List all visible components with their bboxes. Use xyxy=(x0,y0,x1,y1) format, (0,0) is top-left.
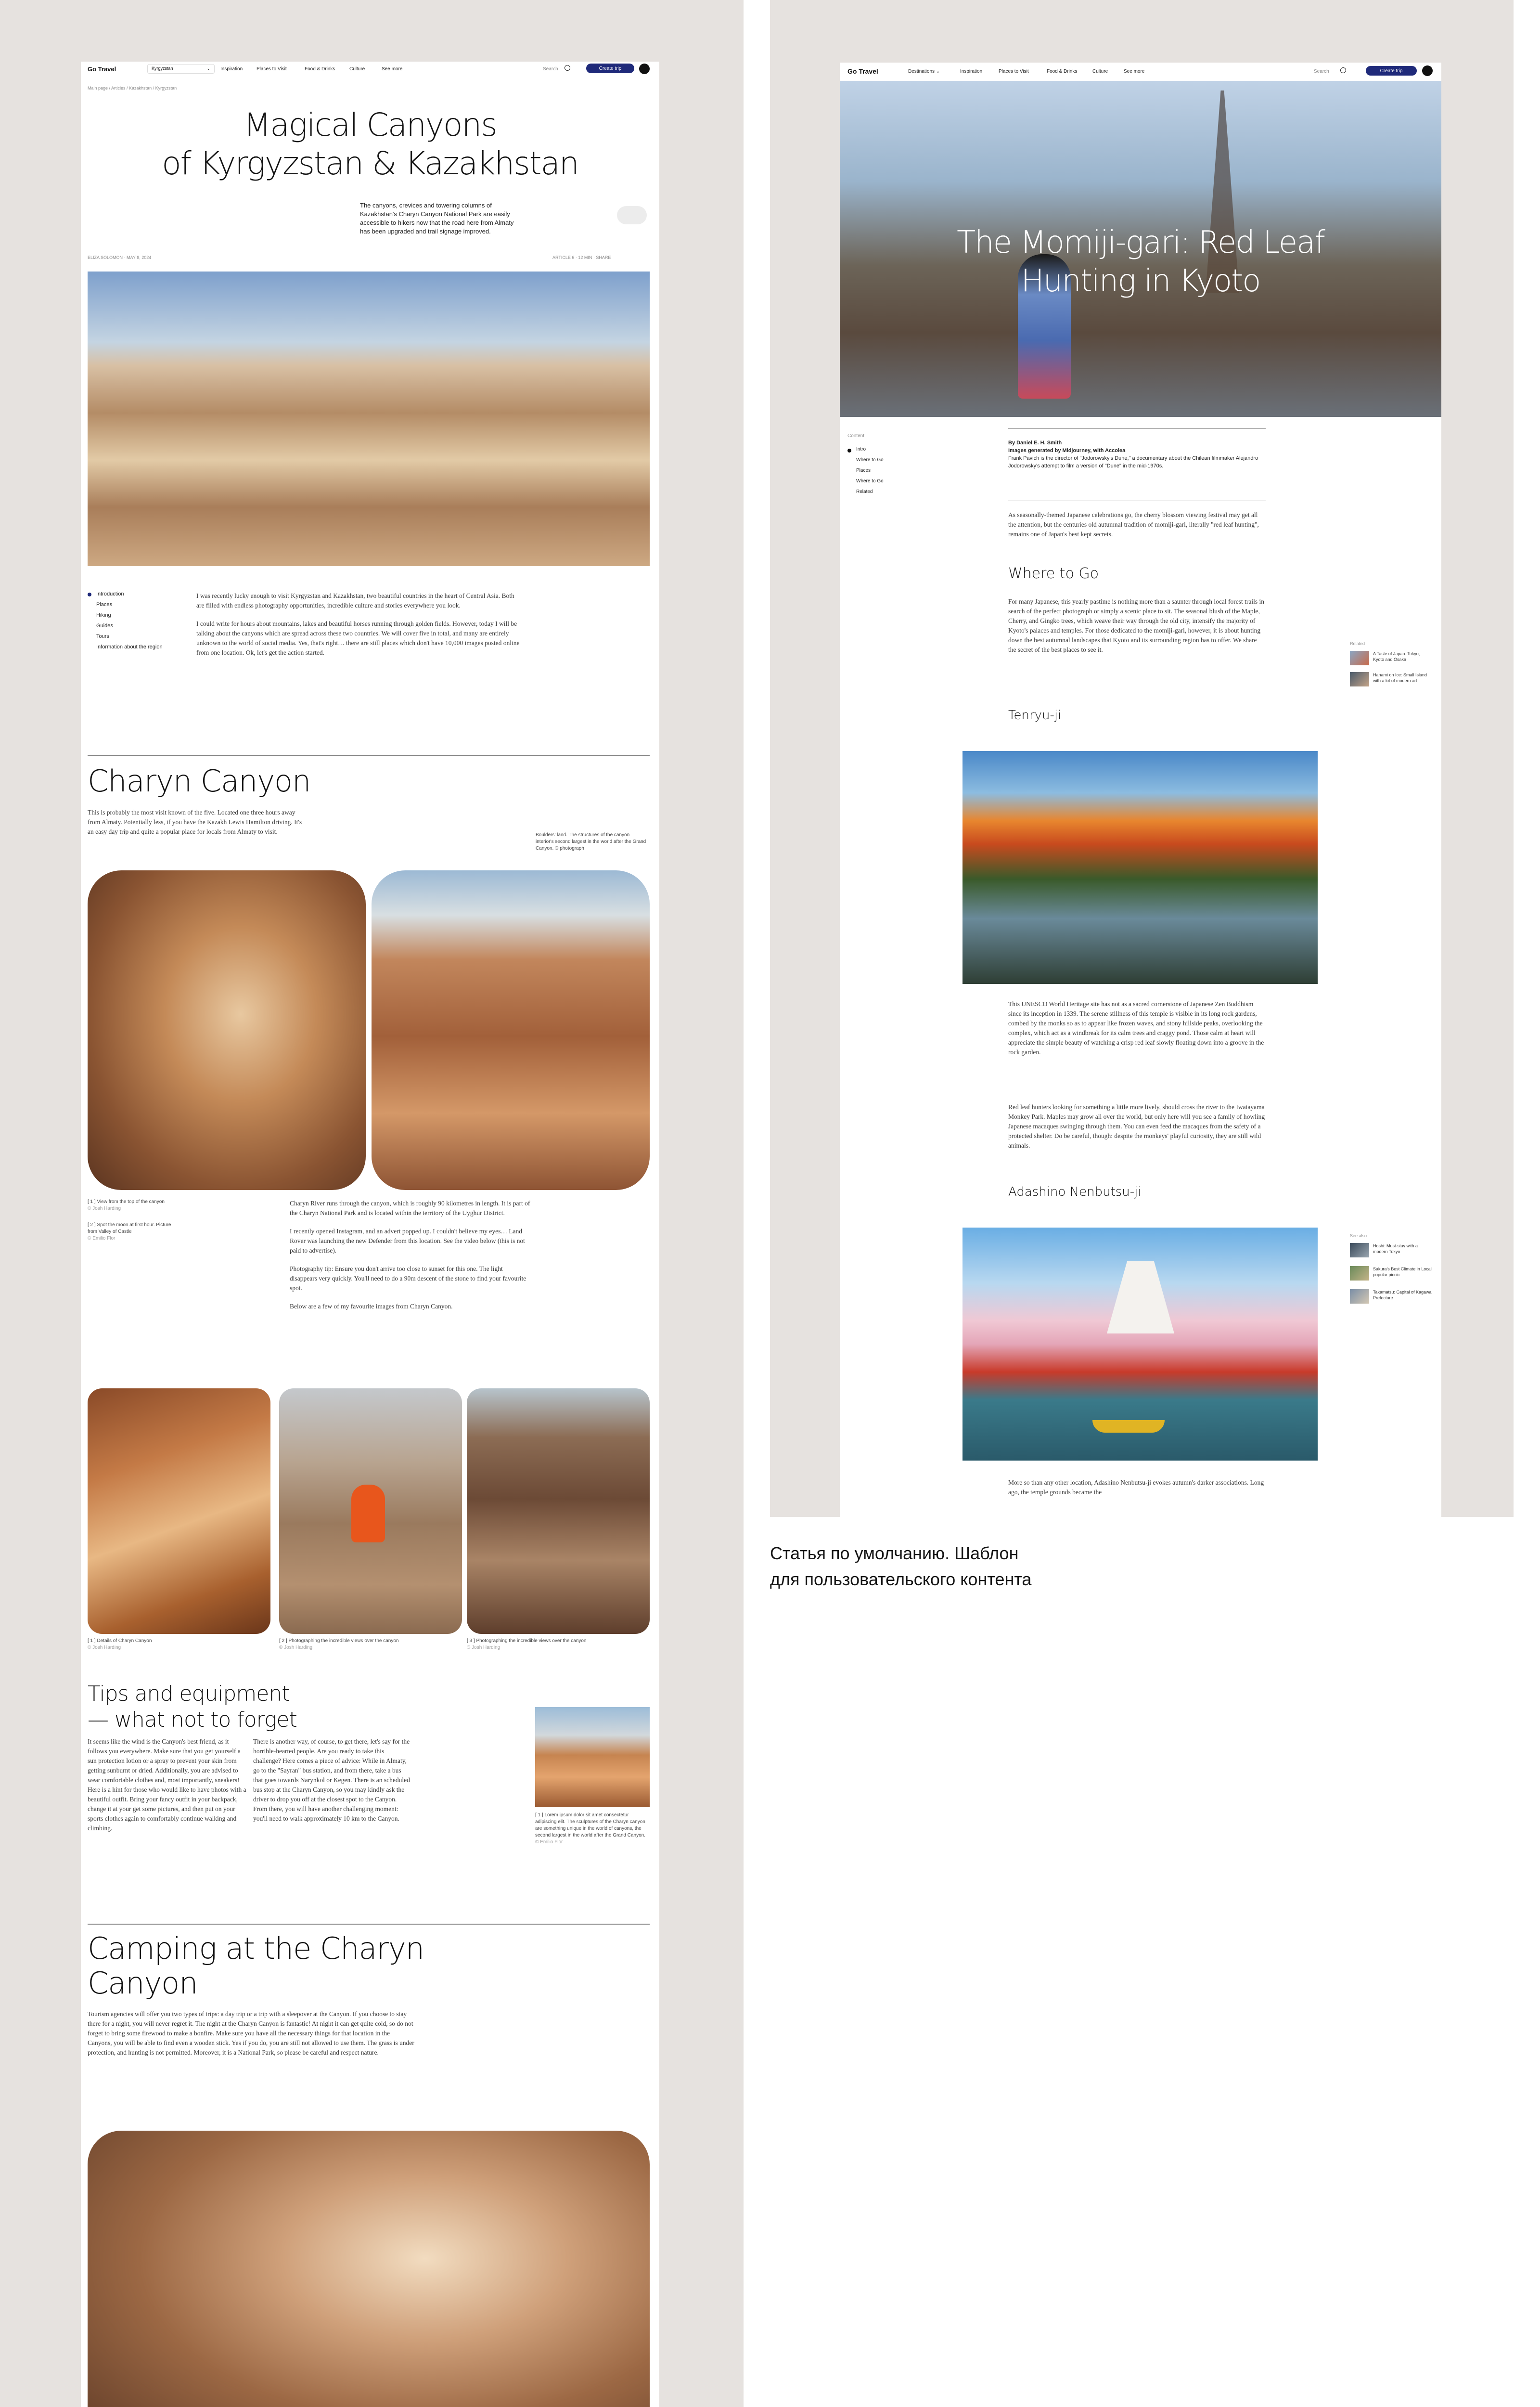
photo-caption-1 xyxy=(88,1199,174,1212)
ugc-create-trip-label: Create trip xyxy=(1380,68,1403,74)
tips-photo-caption-credit: © Emilio Flor xyxy=(535,1839,563,1845)
section-title-tips xyxy=(88,1681,297,1733)
ugc-related-thumb-2 xyxy=(1350,672,1369,686)
ugc-avatar[interactable] xyxy=(1422,65,1433,76)
ugc-seealso-thumb-3 xyxy=(1350,1289,1369,1304)
toc-item-tours[interactable]: Tours xyxy=(96,634,109,639)
article-lead: The canyons, crevices and towering columns of Kazakhstan's Charyn Canyon National Park are easily accessible to hikers now that the road here from Almaty has been upgraded and trail signage improved. xyxy=(360,202,514,235)
ugc-byline-bio: Frank Pavich is the director of "Jodorowsky's Dune," a documentary about the Chilean filmmaker Alejandro Jodorowsky's attempt to film a version of "Dune" in the mid-1970s. xyxy=(1008,455,1258,469)
ugc-seealso-item-2[interactable] xyxy=(1350,1266,1432,1281)
section-title-tips-line2: — what not to forget xyxy=(88,1708,297,1732)
boat-shape xyxy=(1092,1420,1165,1433)
section-divider-1 xyxy=(88,755,650,756)
hero-photo-canyon xyxy=(88,272,650,566)
photo-caption-5-credit: © Josh Harding xyxy=(467,1645,500,1650)
photo-canyon-river-bend xyxy=(467,1388,650,1634)
ugc-divider-top xyxy=(1008,428,1266,429)
ugc-sidebar-related-title: Related xyxy=(1350,641,1365,646)
ugc-related-item-2[interactable] xyxy=(1350,672,1432,686)
breadcrumb[interactable]: Main page / Articles / Kazakhstan / Kyrgyzstan xyxy=(88,86,177,91)
ugc-seealso-thumb-1 xyxy=(1350,1243,1369,1257)
photo-caption-5 xyxy=(467,1638,645,1651)
photo-caption-2 xyxy=(88,1222,174,1242)
nav-link-food[interactable]: Food & Drinks xyxy=(305,66,335,72)
tips-photo-caption-text: [ 1 ] Lorem ipsum dolor sit amet consectetur adipiscing elit. The sculptures of the Charyn canyon are something unique in the world of canyons, the second largest in the world after the Grand Canyon. xyxy=(535,1812,646,1838)
photo-caption-5-text: [ 3 ] Photographing the incredible views over the canyon xyxy=(467,1638,587,1643)
ugc-byline xyxy=(1008,439,1266,470)
location-select[interactable] xyxy=(147,64,215,74)
ugc-search-icon[interactable] xyxy=(1340,67,1346,73)
charyn-paragraph-2: I recently opened Instagram, and an advert popped up. I couldn't believe my eyes… Land Rover was launching the new Defender from this location. See the video below (this is not paid to advertise). xyxy=(290,1228,525,1254)
ugc-page xyxy=(840,63,1441,1517)
section-title-camping-line1: Camping at the Charyn xyxy=(88,1931,424,1966)
ugc-toc-item-where-2[interactable]: Where to Go xyxy=(856,479,884,484)
ugc-sidebar-seealso-title: See also xyxy=(1350,1233,1367,1238)
search-icon[interactable] xyxy=(565,65,570,71)
chevron-down-icon: ⌄ xyxy=(206,66,210,71)
ugc-where-text: For many Japanese, this yearly pastime is nothing more than a saunter through local forest trails in search of the perfect photograph or simply a scenic place to sit. The seasonal blush of the Maple, Cherry, and Gingko trees, which weave their way through the old city, intensify the majority of Kyoto's palaces and temples. For those dedicated to the momiji-gari, however, it is about hunting down the best autumnal landscapes that Kyoto and its surrounding region has to offer. We share the secret of the best places to see it. xyxy=(1008,598,1264,653)
toc-item-intro[interactable]: Introduction xyxy=(96,591,124,597)
ugc-toc-item-places[interactable]: Places xyxy=(856,468,871,473)
tips-column-1: It seems like the wind is the Canyon's best friend, as it follows you everywhere. Make sure that you get yourself a sun protection lotion or a spray to prevent your skin from getting sunburnt or dried. Additionally, you are advised to wear comfortable clothes and, most importantly, sneakers! Here is a hint for those who would like to have photos with a beautiful outfit. Bring your fancy outfit in your backpack, change it at your get some pictures, and then put on your sports clothes again to comfortably continue walking and climbing. xyxy=(88,1738,246,1832)
photo-charyn-valley xyxy=(372,870,650,1190)
section-charyn-intro: This is probably the most visit known of the five. Located one three hours away from Almaty. Potentially less, if you have the Kazakh Lewis Hamilton driving. It's an easy day trip and quite a popular place for locals from Almaty to visit. xyxy=(88,809,302,835)
toc-item-places[interactable]: Places xyxy=(96,602,113,608)
nav-link-places[interactable]: Places to Visit xyxy=(257,66,287,72)
intro-paragraph-2: I could write for hours about mountains, lakes and beautiful horses running through golden fields. However, today I will be talking about the canyons which are spread across these two countries. We will cover five in total, and many are entirely unknown to the world of social media. Yes, that's right… there are still places which don't have 10,000 images posted online from one location. Ok, let's get the action started. xyxy=(196,620,520,656)
ugc-heading-adashino: Adashino Nenbutsu-ji xyxy=(1008,1185,1142,1199)
ugc-related-thumb-1 xyxy=(1350,651,1369,665)
toc-active-dot xyxy=(88,593,91,596)
photo-caption-2-text: [ 2 ] Spot the moon at first hour. Picture from Valley of Castle xyxy=(88,1222,171,1234)
hiker-figure xyxy=(351,1485,385,1542)
nav-link-inspiration[interactable]: Inspiration xyxy=(220,66,243,72)
photo-caption-1-credit: © Josh Harding xyxy=(88,1206,121,1211)
photo-caption-4-text: [ 2 ] Photographing the incredible views over the canyon xyxy=(279,1638,399,1643)
toc-item-guides[interactable]: Guides xyxy=(96,623,113,629)
photo-caption-3-credit: © Josh Harding xyxy=(88,1645,121,1650)
photo-aerial-canyon xyxy=(88,2131,650,2407)
ugc-toc-item-intro[interactable]: Intro xyxy=(856,447,866,452)
article-title-line1: Magical Canyons xyxy=(244,106,497,143)
ugc-tenryu-text-2: Red leaf hunters looking for something a little more lively, should cross the river to the Iwatayama Monkey Park. Maples may grow all over the world, but only here will you see a family of howling Japanese macaques swinging through them. You can even feed the macaques from the safety of a protected shelter. Do be careful, though: despite the monkeys' playful curiosity, they are still wild animals. xyxy=(1008,1103,1265,1149)
hero-photo-kyoto xyxy=(840,81,1441,417)
photo-tenryu-pond xyxy=(962,751,1318,984)
ugc-nav-inspiration[interactable]: Inspiration xyxy=(960,69,983,74)
ugc-related-title-1: A Taste of Japan: Tokyo, Kyoto and Osaka xyxy=(1373,651,1420,662)
section-title-tips-line1: Tips and equipment xyxy=(88,1682,290,1706)
photo-caption-1-text: [ 1 ] View from the top of the canyon xyxy=(88,1199,165,1204)
ugc-caption-line2: для пользовательского контента xyxy=(770,1569,1032,1589)
ugc-byline-images: Images generated by Midjourney, with Accolea xyxy=(1008,448,1126,453)
ugc-search-input[interactable]: Search xyxy=(1314,69,1329,74)
article-meta-author: ELIZA SOLOMON · MAY 8, 2024 xyxy=(88,255,152,260)
charyn-paragraph-1: Charyn River runs through the canyon, which is roughly 90 kilometres in length. It is part of the Charyn National Park and is located within the territory of the Uyghur District. xyxy=(290,1200,530,1216)
ugc-seealso-thumb-2 xyxy=(1350,1266,1369,1281)
photo-caption-4-credit: © Josh Harding xyxy=(279,1645,313,1650)
section-divider-2 xyxy=(88,1924,650,1925)
photo-canyon-details xyxy=(88,1388,270,1634)
ugc-related-item-1[interactable] xyxy=(1350,651,1432,665)
ugc-tenryu-text-1: This UNESCO World Heritage site has not as a sacred cornerstone of Japanese Zen Buddhism since its inception in 1339. The serene stillness of this temple is visible in its long rock gardens, combed by the monks so as to appear like frozen waves, and stony hillside peaks, overlooking the complex, which act as a windbreak for its calm trees and craggy pond. Those calm at heart will appreciate the simple beauty of watching a crisp red leaf slowly floating down into a groove in the rock garden. xyxy=(1008,1000,1264,1056)
section-title-camping xyxy=(88,1931,424,2001)
photo-caption-3 xyxy=(88,1638,266,1651)
brand-logo[interactable]: Go Travel xyxy=(88,65,116,73)
ugc-toc-active-dot xyxy=(847,449,851,453)
ugc-toc-item-related[interactable]: Related xyxy=(856,489,873,494)
ugc-toc-item-where[interactable]: Where to Go xyxy=(856,457,884,463)
charyn-paragraph-4: Below are a few of my favourite images from Charyn Canyon. xyxy=(290,1303,453,1310)
photo-caption-4 xyxy=(279,1638,457,1651)
tips-photo-caption xyxy=(535,1812,650,1846)
search-input[interactable]: Search xyxy=(543,66,558,72)
chevron-down-icon: ⌄ xyxy=(936,69,940,74)
section-title-camping-line2: Canyon xyxy=(88,1966,198,2001)
ugc-brand-logo[interactable]: Go Travel xyxy=(847,67,878,75)
ugc-seealso-title-3: Takamatsu: Capital of Kagawa Prefecture xyxy=(1373,1290,1432,1300)
tips-column-2: There is another way, of course, to get there, let's say for the horrible-hearted people. Are you ready to take this challenge? Here comes a piece of advice: While in Almaty, go to the "Sayran" bus station, and from there, take a bus that goes towards Narynkol or Kegen. There is an scheduled bus stop at the Charyn Canyon, so you may kindly ask the driver to drop you off at the closest spot to the Canyon. From there, you will have another challenging moment: you'll need to walk approximately 10 km to the Canyon. xyxy=(253,1738,410,1822)
ugc-seealso-item-3[interactable] xyxy=(1350,1289,1432,1304)
article-meta-stats: ARTICLE 6 · 12 MIN · SHARE xyxy=(552,255,611,260)
photo-charyn-road xyxy=(88,870,366,1190)
ugc-related-title-2: Hanami on Ice: Small Island with a lot of modern art xyxy=(1373,673,1427,683)
charyn-paragraph-3: Photography tip: Ensure you don't arrive too close to sunset for this one. The light disappears very quickly. You'll need to do a 90m descent of the stone to find your favourite spot. xyxy=(290,1265,526,1292)
ugc-nav-places[interactable]: Places to Visit xyxy=(999,69,1029,74)
photo-castle-boat xyxy=(962,1228,1318,1461)
ugc-nav-destinations[interactable] xyxy=(908,69,940,74)
ugc-seealso-title-2: Sakura's Best Climate in Local popular picnic xyxy=(1373,1267,1432,1277)
photo-hiker-orange-jacket xyxy=(279,1388,462,1634)
ugc-caption-line1: Статья по умолчанию. Шаблон xyxy=(770,1543,1019,1563)
location-select-value: Kyrgyzstan xyxy=(152,66,173,71)
avatar[interactable] xyxy=(639,64,650,74)
ugc-caption xyxy=(770,1540,1031,1592)
ugc-nav-more[interactable]: See more xyxy=(1124,69,1145,74)
ugc-create-trip-button[interactable] xyxy=(1366,66,1417,76)
photo-tips-canyon xyxy=(535,1707,650,1807)
article-title xyxy=(81,106,659,183)
intro-text xyxy=(196,591,524,666)
intro-paragraph-1: I was recently lucky enough to visit Kyrgyzstan and Kazakhstan, two beautiful countries in the heart of Central Asia. Both are filled with endless photography opportunities, incredible culture and stories everywhere you look. xyxy=(196,592,514,609)
ugc-heading-where: Where to Go xyxy=(1008,565,1099,582)
hero-title-line1: The Momiji-gari: Red Leaf xyxy=(957,225,1324,260)
photo-caption-3-text: [ 1 ] Details of Charyn Canyon xyxy=(88,1638,152,1643)
hero-title-line2: Hunting in Kyoto xyxy=(1021,263,1260,299)
ugc-byline-author: By Daniel E. H. Smith xyxy=(1008,440,1062,446)
ugc-toc-title: Content xyxy=(847,433,865,439)
toc-item-region[interactable]: Information about the region xyxy=(96,644,163,650)
photo-caption-2-credit: © Emilio Flor xyxy=(88,1236,116,1241)
toc-item-hiking[interactable]: Hiking xyxy=(96,612,111,618)
section-charyn-side-caption: Boulders' land. The structures of the canyon interior's second largest in the world after the Grand Canyon. © photograph xyxy=(536,832,646,851)
ugc-intro: As seasonally-themed Japanese celebrations go, the cherry blossom viewing festival may get all the attention, but the centuries old autumnal tradition of momiji-gari, literally "red leaf hunting", remains one of Japan's best kept secrets. xyxy=(1008,511,1259,538)
ugc-nav-destinations-label: Destinations xyxy=(908,69,935,74)
create-trip-label: Create trip xyxy=(599,65,622,71)
ugc-seealso-item-1[interactable] xyxy=(1350,1243,1432,1257)
ugc-heading-tenryu: Tenryu-ji xyxy=(1008,708,1062,723)
editorial-page xyxy=(81,62,659,2407)
section-charyn-body xyxy=(290,1199,530,1320)
ugc-adashino-text: More so than any other location, Adashino Nenbutsu-ji evokes autumn's darker associations. Long ago, the temple grounds became the xyxy=(1008,1479,1264,1496)
hero-title xyxy=(840,223,1441,300)
nav-link-more[interactable]: See more xyxy=(382,66,403,72)
article-title-line2: of Kyrgyzstan & Kazakhstan xyxy=(162,145,578,182)
ugc-nav-food[interactable]: Food & Drinks xyxy=(1047,69,1078,74)
castle-shape xyxy=(1107,1261,1174,1333)
ugc-seealso-title-1: Hoshi: Must-stay with a modern Tokyo xyxy=(1373,1243,1418,1254)
ugc-nav-culture[interactable]: Culture xyxy=(1092,69,1108,74)
camping-intro: Tourism agencies will offer you two types of trips: a day trip or a trip with a sleepover at the Canyon. If you choose to stay there for a night, you will never regret it. The night at the Charyn Canyon is fantastic! At night it can get quite cold, so do not forget to bring some firewood to make a bonfire. Make sure you have all the necessary things for that location in the Canyons, you will be able to find even a wooden stick. Yes if you do, you are still not allowed to use them. The grass is under protection, and hunting is not permitted. Moreover, it is a National Park, so please be careful and respect nature. xyxy=(88,2010,414,2056)
nav-link-culture[interactable]: Culture xyxy=(349,66,365,72)
cloud-icon xyxy=(617,206,647,224)
create-trip-button[interactable] xyxy=(586,64,634,73)
section-title-charyn: Charyn Canyon xyxy=(88,764,311,799)
